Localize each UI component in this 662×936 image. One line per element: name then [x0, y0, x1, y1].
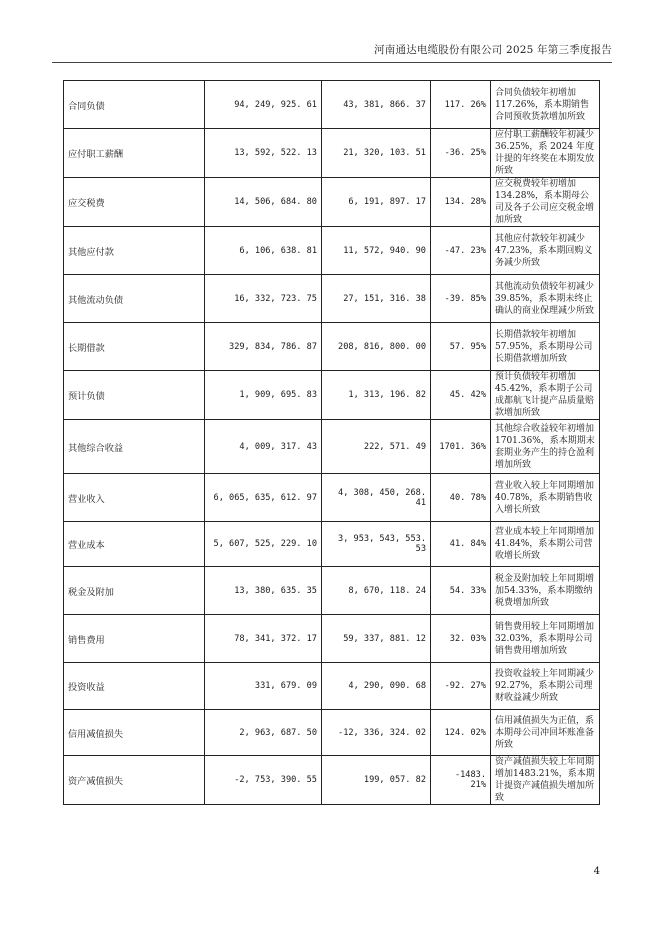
current-period-cell: 6, 106, 638. 81 [205, 227, 322, 275]
current-period-cell: 14, 506, 684. 80 [205, 178, 322, 227]
prior-period-cell: -12, 336, 324. 02 [322, 710, 431, 756]
table-row [64, 567, 600, 615]
change-percent-cell: -47. 23% [431, 227, 491, 275]
change-reason-cell: 长期借款较年初增加57.95%，系本期母公司长期借款增加所致 [491, 323, 600, 371]
current-period-cell: 94, 249, 925. 61 [205, 81, 322, 129]
change-percent-cell: -1483. 21% [431, 756, 491, 805]
item-name-cell: 营业收入 [64, 474, 205, 522]
table-row [64, 275, 600, 323]
item-name-cell: 应交税费 [64, 178, 205, 227]
change-percent-cell: 41. 84% [431, 522, 491, 567]
table-row [64, 522, 600, 567]
change-reason-cell: 营业成本较上年同期增加41.84%，系本期公司营收增长所致 [491, 522, 600, 567]
table-row [64, 474, 600, 522]
prior-period-cell: 4, 308, 450, 268. 41 [322, 474, 431, 522]
change-percent-cell: 45. 42% [431, 371, 491, 420]
prior-period-cell: 1, 313, 196. 82 [322, 371, 431, 420]
current-period-cell: 13, 380, 635. 35 [205, 567, 322, 615]
current-period-cell: 1, 909, 695. 83 [205, 371, 322, 420]
table-row [64, 615, 600, 663]
current-period-cell: 6, 065, 635, 612. 97 [205, 474, 322, 522]
item-name-cell: 税金及附加 [64, 567, 205, 615]
prior-period-cell: 8, 670, 118. 24 [322, 567, 431, 615]
prior-period-cell: 222, 571. 49 [322, 420, 431, 474]
prior-period-cell: 3, 953, 543, 553. 53 [322, 522, 431, 567]
table-row [64, 663, 600, 710]
item-name-cell: 其他综合收益 [64, 420, 205, 474]
change-percent-cell: 32. 03% [431, 615, 491, 663]
change-percent-cell: 40. 78% [431, 474, 491, 522]
item-name-cell: 销售费用 [64, 615, 205, 663]
change-percent-cell: 57. 95% [431, 323, 491, 371]
current-period-cell: 331, 679. 09 [205, 663, 322, 710]
financial-change-table [63, 80, 600, 805]
change-percent-cell: 54. 33% [431, 567, 491, 615]
report-header-title: 河南通达电缆股份有限公司 2025 年第三季度报告 [374, 44, 612, 56]
change-reason-cell: 合同负债较年初增加117.26%，系本期销售合同预收货款增加所致 [491, 81, 600, 129]
change-reason-cell: 应付职工薪酬较年初减少36.25%，系 2024 年度计提的年终奖在本期发放所致 [491, 129, 600, 178]
item-name-cell: 其他应付款 [64, 227, 205, 275]
item-name-cell: 长期借款 [64, 323, 205, 371]
item-name-cell: 其他流动负债 [64, 275, 205, 323]
item-name-cell: 营业成本 [64, 522, 205, 567]
prior-period-cell: 4, 290, 090. 68 [322, 663, 431, 710]
item-name-cell: 资产减值损失 [64, 756, 205, 805]
change-percent-cell: 117. 26% [431, 81, 491, 129]
change-reason-cell: 税金及附加较上年同期增加54.33%，系本期缴纳税费增加所致 [491, 567, 600, 615]
item-name-cell: 投资收益 [64, 663, 205, 710]
prior-period-cell: 6, 191, 897. 17 [322, 178, 431, 227]
change-percent-cell: -36. 25% [431, 129, 491, 178]
current-period-cell: 16, 332, 723. 75 [205, 275, 322, 323]
table-row [64, 323, 600, 371]
table-row [64, 710, 600, 756]
item-name-cell: 应付职工薪酬 [64, 129, 205, 178]
prior-period-cell: 27, 151, 316. 38 [322, 275, 431, 323]
current-period-cell: 4, 009, 317. 43 [205, 420, 322, 474]
change-reason-cell: 营业收入较上年同期增加40.78%，系本期销售收入增长所致 [491, 474, 600, 522]
item-name-cell: 信用减值损失 [64, 710, 205, 756]
prior-period-cell: 208, 816, 800. 00 [322, 323, 431, 371]
change-reason-cell: 资产减值损失较上年同期增加1483.21%，系本期计提资产减值损失增加所致 [491, 756, 600, 805]
table-row [64, 81, 600, 129]
current-period-cell: 13, 592, 522. 13 [205, 129, 322, 178]
table-body [64, 81, 600, 805]
current-period-cell: 5, 607, 525, 229. 10 [205, 522, 322, 567]
change-percent-cell: 134. 28% [431, 178, 491, 227]
table-row [64, 227, 600, 275]
change-reason-cell: 其他综合收益较年初增加1701.36%，系本期期末套期业务产生的持仓盈利增加所致 [491, 420, 600, 474]
change-reason-cell: 应交税费较年初增加134.28%，系本期母公司及各子公司应交税金增加所致 [491, 178, 600, 227]
current-period-cell: 329, 834, 786. 87 [205, 323, 322, 371]
prior-period-cell: 199, 057. 82 [322, 756, 431, 805]
change-reason-cell: 销售费用较上年同期增加32.03%，系本期母公司销售费用增加所致 [491, 615, 600, 663]
page-number: 4 [593, 866, 600, 877]
change-percent-cell: -39. 85% [431, 275, 491, 323]
change-reason-cell: 预计负债较年初增加45.42%，系本期子公司成都航飞计提产品质量赔款增加所致 [491, 371, 600, 420]
table-row [64, 756, 600, 805]
table-row [64, 420, 600, 474]
table-row [64, 371, 600, 420]
change-reason-cell: 信用减值损失为正值，系本期母公司冲回坏账准备所致 [491, 710, 600, 756]
prior-period-cell: 43, 381, 866. 37 [322, 81, 431, 129]
change-percent-cell: 124. 02% [431, 710, 491, 756]
current-period-cell: 2, 963, 687. 50 [205, 710, 322, 756]
change-percent-cell: 1701. 36% [431, 420, 491, 474]
change-reason-cell: 其他流动负债较年初减少39.85%，系本期未终止确认的商业保理减少所致 [491, 275, 600, 323]
prior-period-cell: 11, 572, 940. 90 [322, 227, 431, 275]
change-reason-cell: 其他应付款较年初减少47.23%，系本期回购义务减少所致 [491, 227, 600, 275]
change-reason-cell: 投资收益较上年同期减少92.27%，系本期公司理财收益减少所致 [491, 663, 600, 710]
change-percent-cell: -92. 27% [431, 663, 491, 710]
header-divider [52, 62, 612, 63]
current-period-cell: 78, 341, 372. 17 [205, 615, 322, 663]
table-row [64, 129, 600, 178]
item-name-cell: 合同负债 [64, 81, 205, 129]
table-row [64, 178, 600, 227]
prior-period-cell: 59, 337, 881. 12 [322, 615, 431, 663]
current-period-cell: -2, 753, 390. 55 [205, 756, 322, 805]
item-name-cell: 预计负债 [64, 371, 205, 420]
prior-period-cell: 21, 320, 103. 51 [322, 129, 431, 178]
